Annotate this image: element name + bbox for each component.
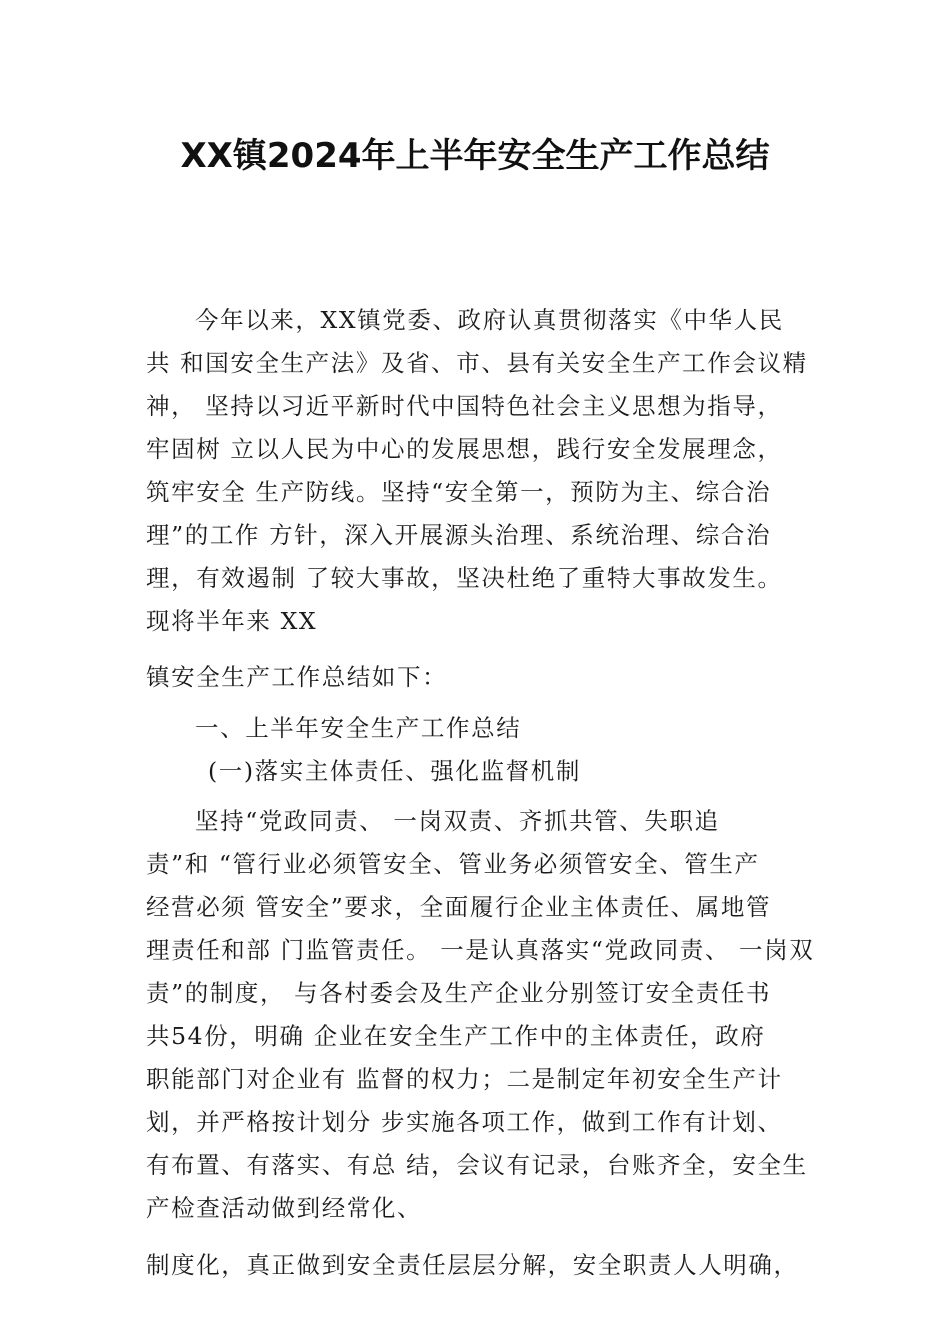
subsection-heading: (一)落实主体责任、强化监督机制 bbox=[208, 757, 581, 785]
body-line: 牢固树 立以人民为中心的发展思想，践行安全发展理念， bbox=[146, 435, 783, 463]
body-line: 神， 坚持以习近平新时代中国特色社会主义思想为指导， bbox=[146, 392, 783, 420]
body-line: 职能部门对企业有 监督的权力；二是制定年初安全生产计 bbox=[146, 1065, 783, 1093]
body-line: 共54份，明确 企业在安全生产工作中的主体责任，政府 bbox=[146, 1022, 766, 1050]
body-line: 划，并严格按计划分 步实施各项工作，做到工作有计划、 bbox=[146, 1108, 783, 1136]
body-line: 坚持“党政同责、 一岗双责、齐抓共管、失职追 bbox=[195, 807, 720, 835]
document-title: XX镇2024年上半年安全生产工作总结 bbox=[180, 136, 770, 176]
body-line: 产检查活动做到经常化、 bbox=[146, 1194, 423, 1222]
body-line: 理，有效遏制 了较大事故，坚决杜绝了重特大事故发生。 bbox=[146, 564, 783, 592]
body-line: 现将半年来 XX bbox=[146, 607, 318, 635]
body-line: 制度化，真正做到安全责任层层分解，安全职责人人明确， bbox=[146, 1251, 799, 1279]
body-line: 筑牢安全 生产防线。坚持“安全第一，预防为主、综合治 bbox=[146, 478, 772, 506]
body-line: 镇安全生产工作总结如下： bbox=[146, 663, 448, 691]
body-line: 共 和国安全生产法》及省、市、县有关安全生产工作会议精 bbox=[146, 349, 808, 377]
body-line: 经营必须 管安全”要求，全面履行企业主体责任、属地管 bbox=[146, 893, 772, 921]
body-line: 理责任和部 门监管责任。 一是认真落实“党政同责、 一岗双 bbox=[146, 936, 815, 964]
body-line: 理”的工作 方针，深入开展源头治理、系统治理、综合治 bbox=[146, 521, 772, 549]
body-line: 责”的制度， 与各村委会及生产企业分别签订安全责任书 bbox=[146, 979, 772, 1007]
body-line: 有布置、有落实、有总 结，会议有记录，台账齐全，安全生 bbox=[146, 1151, 808, 1179]
body-line: 责”和 “管行业必须管安全、管业务必须管安全、管生产 bbox=[146, 850, 760, 878]
section-heading: 一、上半年安全生产工作总结 bbox=[195, 714, 522, 742]
body-line: 今年以来，XX镇党委、政府认真贯彻落实《中华人民 bbox=[195, 306, 784, 334]
